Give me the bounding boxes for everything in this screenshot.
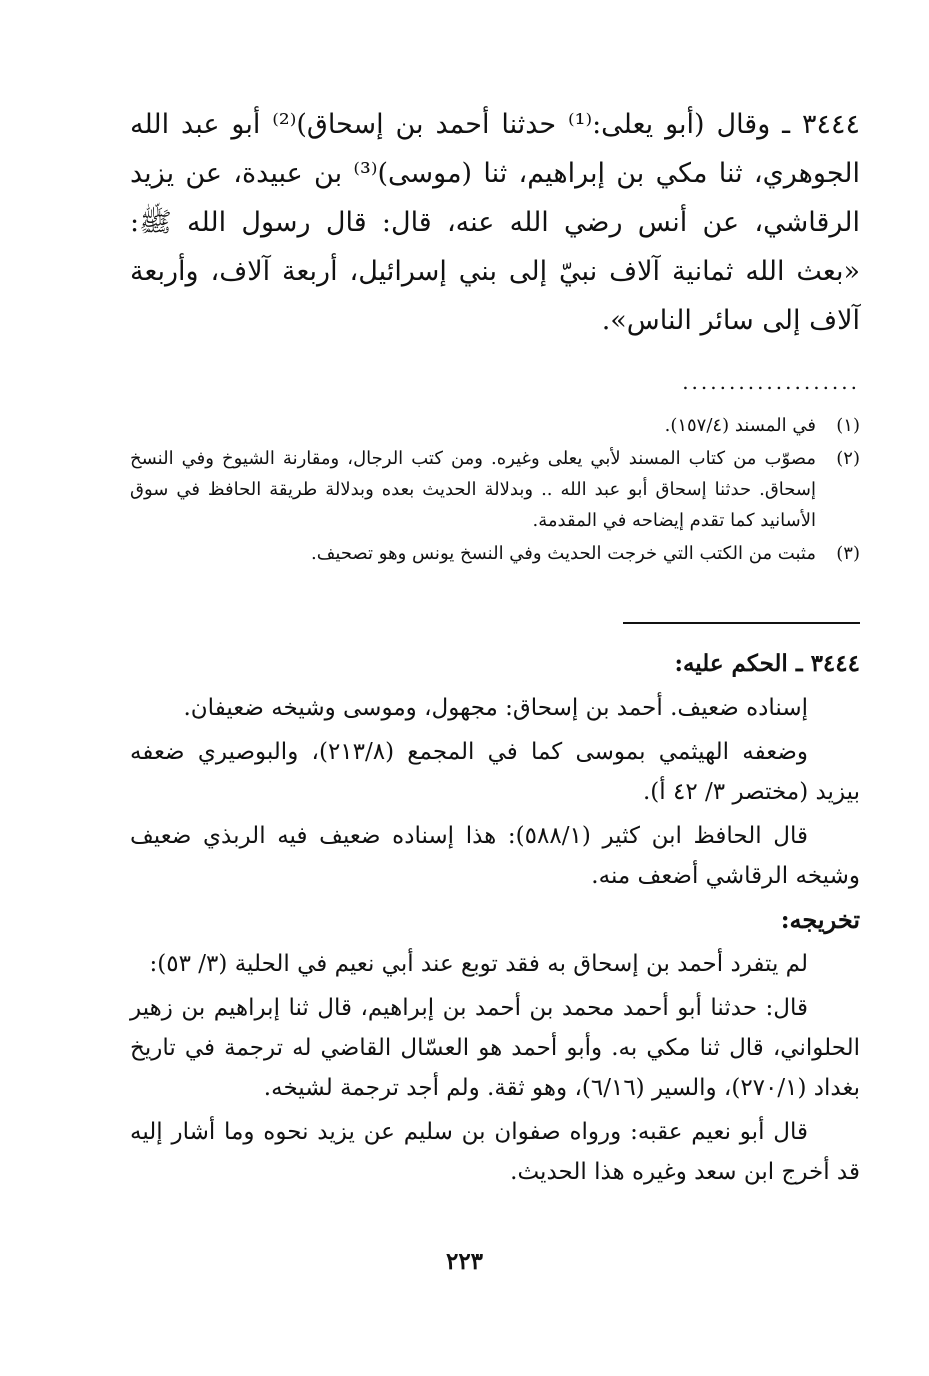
footnote-number: (٢) [836,448,860,469]
takhrij-heading: تخريجه: [780,905,860,934]
footnote-separator-dots: ................... [682,370,860,394]
ruling-paragraph-1: إسناده ضعيف. أحمد بن إسحاق: مجهول، وموسى وشيخه ضعيفان. [183,695,808,721]
footnote-text: مصوّب من كتاب المسند لأبي يعلى وغيره. ومن كتب الرجال، ومقارنة الشيوخ وفي النسخ إسحاق. حدثنا إسحاق أبو عبد الله .. وبدلالة الحديث بعده وبدلالة طريقة الحافظ في سوق الأسانيد كما تقدم إيضاحه في المقدمة. [130,448,816,531]
takhrij-paragraph-2: قال: حدثنا أبو أحمد محمد بن أحمد بن إبراهيم، قال ثنا إبراهيم بن زهير الحلواني، قال ثنا مكي به. وأبو أحمد هو العسّال القاضي له ترجمة في تاريخ بغداد (٢٧٠/١)، والسير (٦/١٦)، وهو ثقة. ولم أجد ترجمة لشيخه. [130,995,860,1101]
footnote-3 [130,538,860,569]
ruling-section [130,644,860,1196]
footnote-1 [130,410,860,441]
section-divider [623,622,860,624]
ruling-paragraph-2: وضعفه الهيثمي بموسى كما في المجمع (٢١٣/٨)، والبوصيري ضعفه بيزيد (مختصر ٣/ ٤٢ أ). [130,739,860,805]
hadith-paragraph: ٣٤٤٤ ـ وقال (أبو يعلى:⁽¹⁾ حدثنا أحمد بن إسحاق)⁽²⁾ أبو عبد الله الجوهري، ثنا مكي بن إبراهيم، ثنا (موسى)⁽³⁾ بن عبيدة، عن يزيد الرقاشي، عن أنس رضي الله عنه، قال: قال رسول الله ﷺ: «بعث الله ثمانية آلاف نبيّ إلى بني إسرائيل، أربعة آلاف، وأربعة آلاف إلى سائر الناس». [130,109,860,336]
page-number: ٢٢٣ [445,1248,484,1275]
footnotes-block [130,410,860,571]
hadith-text-block [130,100,860,345]
footnote-number: (١) [836,415,860,436]
footnote-number: (٣) [836,543,860,564]
takhrij-paragraph-3: قال أبو نعيم عقبه: ورواه صفوان بن سليم عن يزيد نحوه وما أشار إليه قد أخرج ابن سعد وغيره هذا الحديث. [130,1119,860,1185]
ruling-paragraph-3: قال الحافظ ابن كثير (٥٨٨/١): هذا إسناده ضعيف فيه الربذي ضعيف وشيخه الرقاشي أضعف منه. [130,823,860,889]
footnote-text: مثبت من الكتب التي خرجت الحديث وفي النسخ يونس وهو تصحيف. [311,543,816,564]
takhrij-paragraph-1: لم يتفرد أحمد بن إسحاق به فقد توبع عند أبي نعيم في الحلية (٣/ ٥٣): [149,951,808,977]
ruling-heading: ٣٤٤٤ ـ الحكم عليه: [674,650,860,677]
footnote-2 [130,443,860,536]
footnote-text: في المسند (١٥٧/٤). [664,415,816,436]
